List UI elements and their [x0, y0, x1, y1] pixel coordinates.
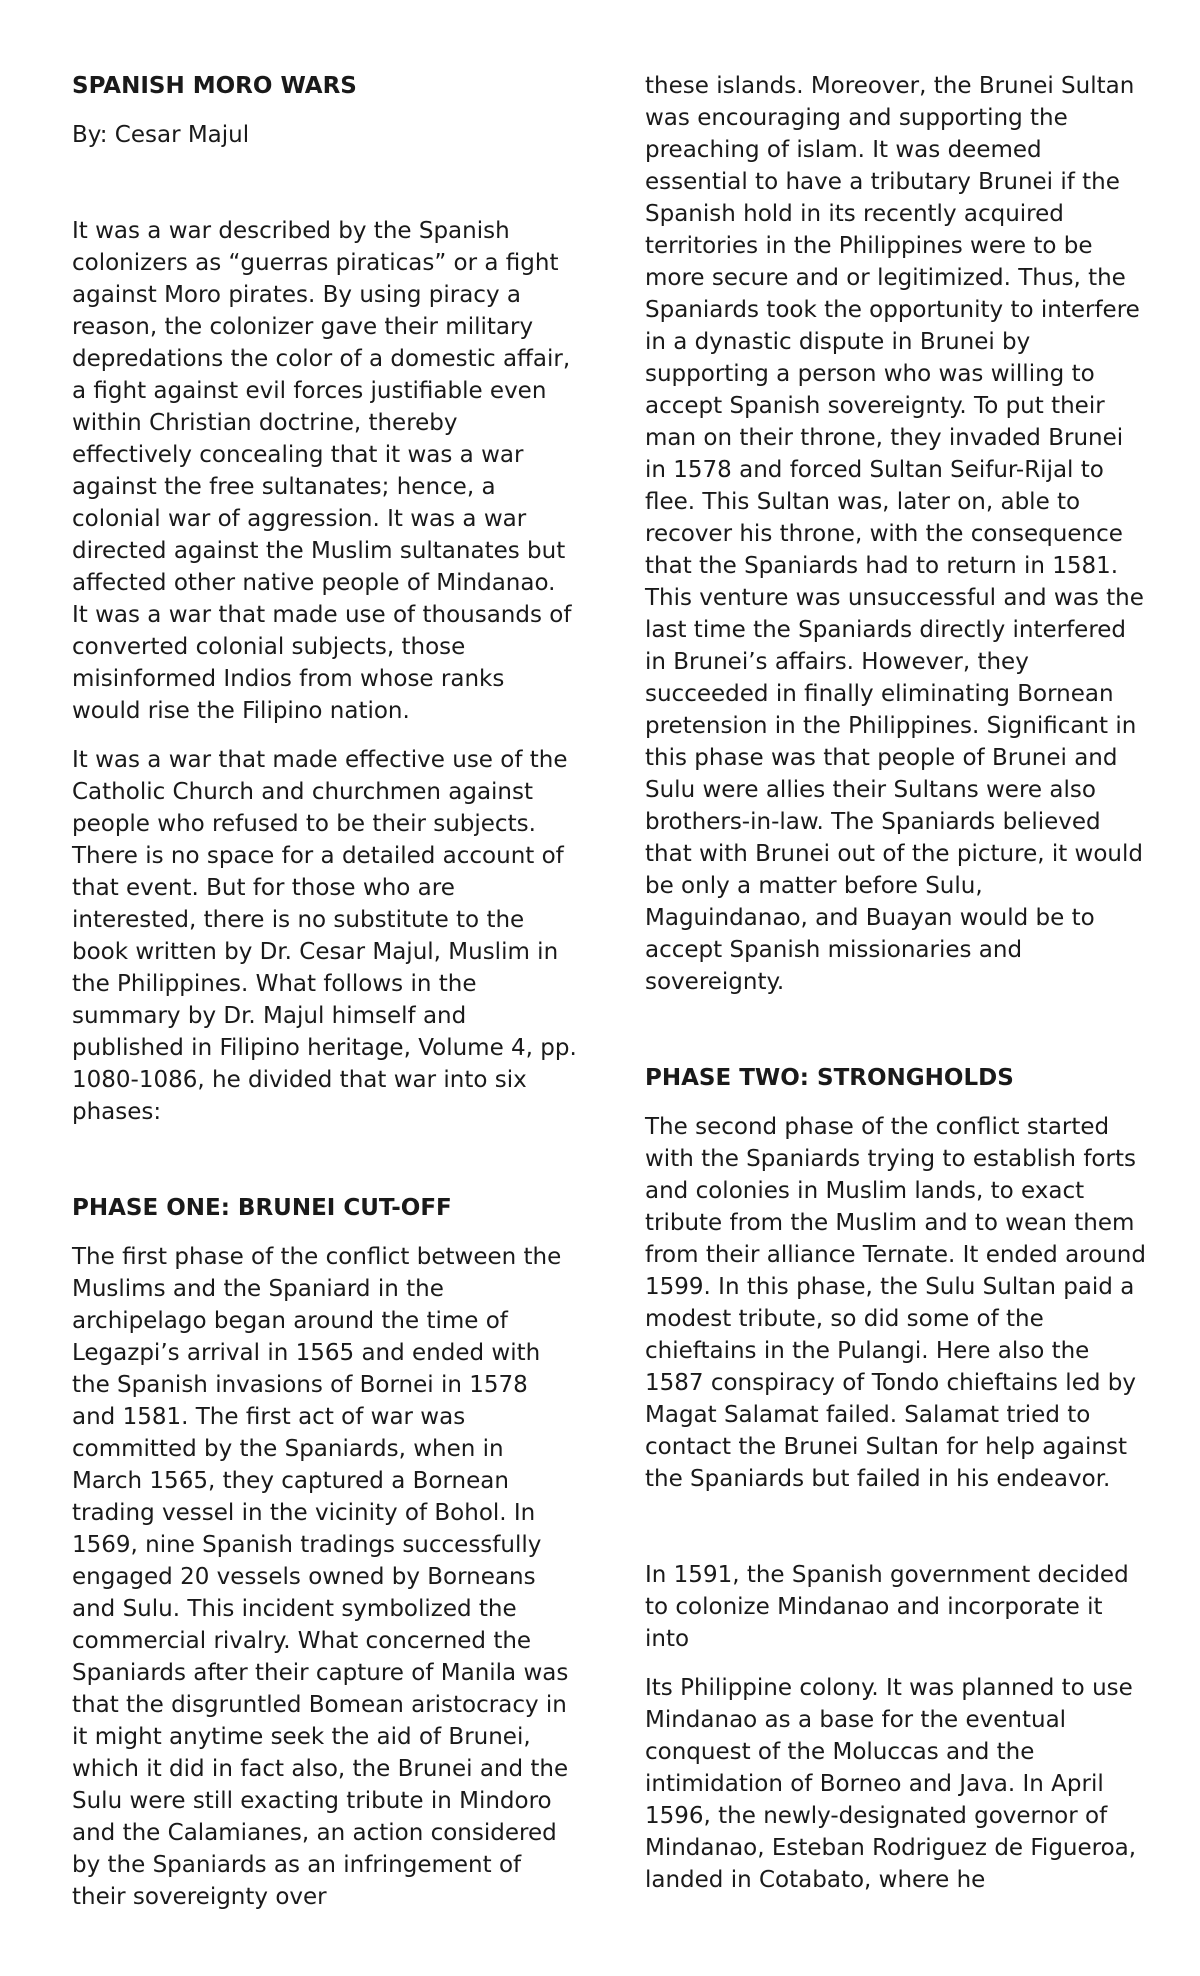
intro-paragraph: It was a war that made effective use of the Catholic Church and churchmen against people who refused to be their subjects. There is no space for a detailed account of that event. But for those who are interested, there is no substitute to the book written by Dr. Cesar Majul, Muslim in the Philippines. What follows in the summary by Dr. Majul himself and published in Filipino heritage, Volume 4, pp. 1080-1086, he divided that war into six phases: [72, 747, 577, 1125]
phase-one-paragraph-continued: these islands. Moreover, the Brunei Sultan was encouraging and supporting the preaching of islam. It was deemed essential to have a tributary Brunei if the Spanish hold in its recently acquired territories in the Philippines were to be more secure and or legitimized. Thus, the Spaniards took the opportunity to interfere in a dynastic dispute in Brunei by supporting a person who was willing to accept Spanish sovereignty. To put their man on their throne, they invaded Brunei in 1578 and forced Sultan Seifur-Rijal to flee. This Sultan was, later on, able to recover his throne, with the consequence that the Spaniards had to return in 1581. This venture was unsuccessful and was the last time the Spaniards directly interfered in Brunei’s affairs. However, they succeeded in finally eliminating Bornean pretension in the Philippines. Significant in this phase was that people of Brunei and Sulu were allies their Sultans were also brothers-in-law. The Spaniards believed that with Brunei out of the picture, it would be only a matter before Sulu, Maguindanao, and Buayan would be to accept Spanish missionaries and sovereignty. [645, 73, 1144, 995]
phase-one-paragraph-start: The first phase of the conflict between the Muslims and the Spaniard in the archipelago began around the time of Legazpi’s arrival in 1565 and ended with the Spanish invasions of Bornei in 1578 and 1581. The first act of war was committed by the Spaniards, when in March 1565, they captured a Bornean trading vessel in the vicinity of Bohol. In 1569, nine Spanish tradings successfully engaged 20 vessels owned by Borneans and Sulu. This incident symbolized the commercial rivalry. What concerned the Spaniards after their capture of Manila was that the disgruntled Bomean aristocracy in it might anytime seek the aid of Brunei, which it did in fact also, the Brunei and the Sulu were still exacting tribute in Mindoro and the Calamianes, an action considered by the Spaniards as an infringement of their sovereignty over [72, 1244, 569, 1910]
right-column [645, 70, 1150, 1913]
phase-two-heading: PHASE TWO: STRONGHOLDS [645, 1065, 1014, 1091]
phase-one-heading: PHASE ONE: BRUNEI CUT-OFF [72, 1195, 452, 1221]
phase-two-paragraph: In 1591, the Spanish government decided to colonize Mindanao and incorporate it into [645, 1562, 1129, 1652]
document-title: SPANISH MORO WARS [72, 73, 357, 99]
author-line: By: Cesar Majul [72, 122, 250, 148]
left-column [72, 70, 577, 1930]
phase-two-paragraph: Its Philippine colony. It was planned to use Mindanao as a base for the eventual conquest of the Moluccas and the intimidation of Borneo and Java. In April 1596, the newly-designated governor of Mindanao, Esteban Rodriguez de Figueroa, landed in Cotabato, where he [645, 1675, 1137, 1893]
intro-paragraph: It was a war described by the Spanish colonizers as “guerras piraticas” or a fight against Moro pirates. By using piracy a reason, the colonizer gave their military depredations the color of a domestic affair, a fight against evil forces justifiable even within Christian doctrine, thereby effectively concealing that it was a war against the free sultanates; hence, a colonial war of aggression. It was a war directed against the Muslim sultanates but affected other native people of Mindanao. It was a war that made use of thousands of converted colonial subjects, those misinformed Indios from whose ranks would rise the Filipino nation. [72, 218, 572, 724]
phase-two-paragraph: The second phase of the conflict started with the Spaniards trying to establish forts and colonies in Muslim lands, to exact tribute from the Muslim and to wean them from their alliance Ternate. It ended around 1599. In this phase, the Sulu Sultan paid a modest tribute, so did some of the chieftains in the Pulangi. Here also the 1587 conspiracy of Tondo chieftains led by Magat Salamat failed. Salamat tried to contact the Brunei Sultan for help against the Spaniards but failed in his endeavor. [645, 1114, 1146, 1492]
